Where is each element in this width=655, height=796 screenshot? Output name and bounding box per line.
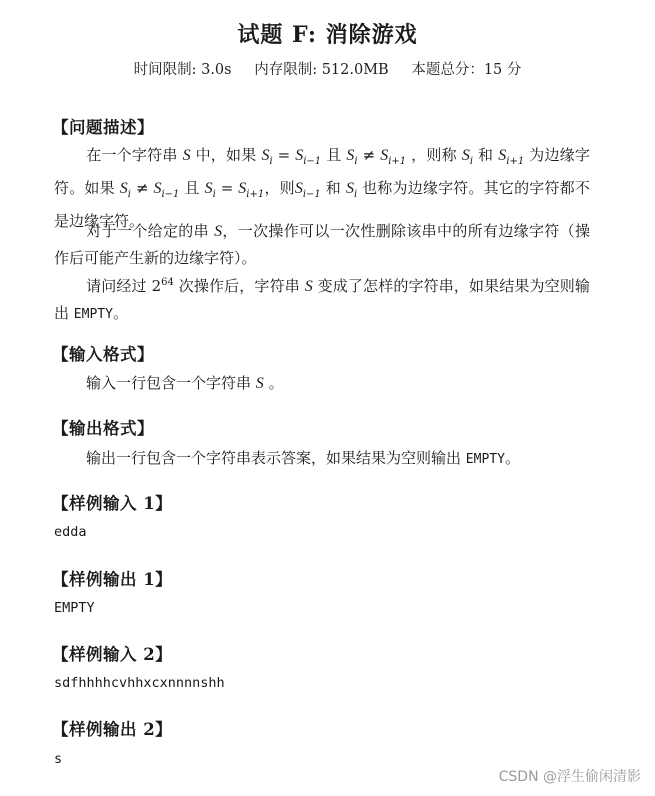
output-format-text: 输出一行包含一个字符串表示答案，如果结果为空则输出 EMPTY。 (86, 449, 520, 467)
output-format-heading: 【输出格式】 (52, 419, 154, 438)
problem-meta (0, 58, 655, 79)
sample-output-1-heading: 【样例输出 1】 (52, 570, 173, 589)
memory-limit: 内存限制: 512.0MB (254, 62, 389, 78)
input-format-heading: 【输入格式】 (52, 345, 154, 364)
description-paragraph-3: 请问经过 $2^{64}$ 次操作后，字符串 S 变成了怎样的字符串，如果结果为空则输出 EMPTY。 (54, 277, 590, 322)
description-paragraph-1: 在一个字符串 S 中，如果 $S_i = S_{i-1}$ 且 $S_i \ne S_{i+1}$ ，则称 $S_i$ 和 $S_{i+1}$ 为边缘字符。如果 $S_i \ne S_{i-1}$ 且 $S_i = S_{i+1}$，则$S_{i-1}$ 和 $S_i$ 也称为边缘字符。其它的字符都不是边缘字符。 (54, 146, 590, 230)
description-heading: 【问题描述】 (52, 118, 154, 137)
problem-title: 试题 F: 消除游戏 (237, 22, 418, 48)
sample-output-2-content: s (54, 751, 63, 767)
csdn-watermark: CSDN @浮生偷闲清影 (498, 769, 641, 785)
sample-input-1-heading: 【样例输入 1】 (52, 494, 173, 513)
sample-input-2-heading: 【样例输入 2】 (52, 645, 173, 664)
sample-input-1-content: edda (54, 524, 87, 540)
sample-output-1-content: EMPTY (54, 600, 95, 616)
total-score: 本题总分：15 分 (411, 62, 522, 78)
description-paragraph-2: 对于一个给定的串 S，一次操作可以一次性删除该串中的所有边缘字符（操作后可能产生新的边缘字符）。 (54, 222, 590, 267)
sample-output-2-heading: 【样例输出 2】 (52, 720, 173, 739)
input-format-text: 输入一行包含一个字符串 S 。 (86, 374, 284, 392)
sample-input-2-content: sdfhhhhcvhhxcxnnnnshh (54, 675, 225, 691)
time-limit: 时间限制: 3.0s (133, 62, 232, 78)
